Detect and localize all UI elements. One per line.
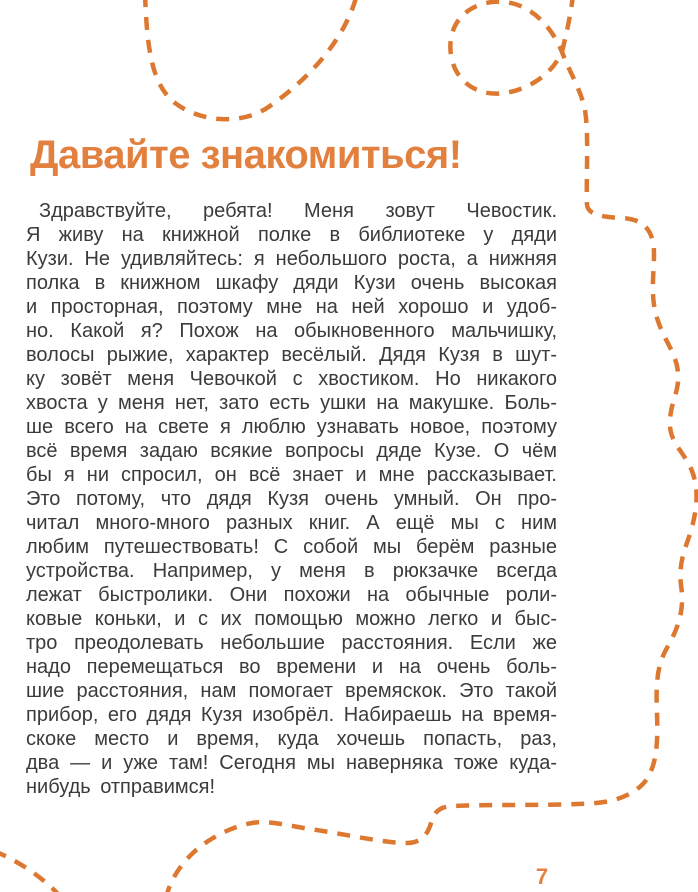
chapter-title: Давайте знакомиться! [30,133,462,177]
text-line: тро преодолевать небольшие расстояния. Если же [26,632,557,654]
text-line: и просторная, поэтому мне на ней хорошо и удоб- [26,296,557,318]
text-line: Кузи. Не удивляйтесь: я небольшого роста, а нижняя [26,248,557,270]
text-line: любим путешествовать! С собой мы берём разные [26,536,557,558]
text-line: надо перемещаться во времени и на очень боль- [26,656,557,678]
page-number: 7 [535,864,549,889]
text-line: волосы рыжие, характер весёлый. Дядя Кузя в шут- [26,344,557,366]
text-line: два — и уже там! Сегодня мы наверняка тоже куда- [26,752,557,774]
text-line: устройства. Например, у меня в рюкзачке всегда [26,560,557,582]
text-line: лежат быстролики. Они похожи на обычные роли- [26,584,557,606]
text-line: но. Какой я? Похож на обыкновенного мальчишку, [26,320,557,342]
text-line: ковые коньки, и с их помощью можно легко и быс- [26,608,557,630]
text-line: ше всего на свете я люблю узнавать новое, поэтому [26,416,557,438]
text-line: скоке место и время, куда хочешь попасть, раз, [26,728,557,750]
text-line: прибор, его дядя Кузя изобрёл. Набираешь на время- [26,704,557,726]
text-line: читал много-много разных книг. А ещё мы с ним [26,512,557,534]
doodle-bottom-left-dash-icon [0,851,58,892]
text-line: хвоста у меня нет, зато есть ушки на макушке. Боль- [26,392,557,414]
text-line: полка в книжном шкафу дяди Кузи очень высокая [26,272,557,294]
text-line: бы я ни спросил, он всё знает и мне рассказывает. [26,464,557,486]
body-text [26,199,557,799]
text-line: Я живу на книжной полке в библиотеке у дяди [26,224,557,246]
doodle-top-left-u-curve-icon [145,0,357,119]
text-line: шие расстояния, нам помогает времяскок. Это такой [26,680,557,702]
text-line: всё время задаю всякие вопросы дяде Кузе. О чём [26,440,557,462]
text-line: Это потому, что дядя Кузя очень умный. Он про- [26,488,557,510]
text-line: ку зовёт меня Чевочкой с хвостиком. Но никакого [26,368,557,390]
text-line: нибудь отправимся! [26,776,216,798]
text-line: Здравствуйте, ребята! Меня зовут Чевостик. [39,200,557,222]
